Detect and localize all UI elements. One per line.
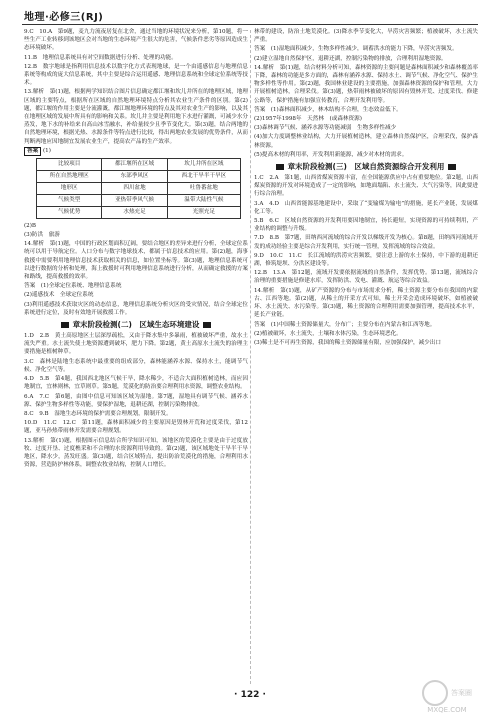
section-bar-icon bbox=[61, 322, 69, 328]
answer-paragraph: 1.C 2.A 第1题，山西省煤炭资源丰富，在全国能源供应中占有重要地位。第2题，山西煤炭资源的开发对环境造成了一定的影响，如地面塌陷、水土流失、大气污染等，因此要进行综合治理。 bbox=[254, 175, 478, 198]
watermark-text: 答案圈 bbox=[451, 689, 472, 697]
answer-paragraph: 7.D 8.B 第7题，田纳西河流域的综合开发以梯级开发为核心。第8题，田纳西河流域开发的成功经验主要是综合开发利用，实行统一管理，发挥流域的综合效益。 bbox=[254, 235, 478, 250]
answer-paragraph: 12.B 数字地球是指利用信息技术以数字化方式表现地球，是一个由遥感信息与地理信息系统等构成的庞大信息系统，其中主要是综合运用遥感、地理信息系统和全球定位系统等技术。 bbox=[24, 63, 248, 87]
table-cell: 亚热带季风气候 bbox=[102, 194, 167, 206]
table-cell: 气候类型 bbox=[37, 194, 102, 206]
answer-paragraph: (2)B bbox=[24, 222, 37, 229]
answer-paragraph: 答案 (1)全球定位系统、地理信息系统 bbox=[24, 283, 122, 290]
answer-paragraph: 3.C 森林是陆地生态系统中最重要的组成部分，森林能涵养水源、保持水土，能调节气候、净化空气等。 bbox=[24, 358, 248, 373]
answer-paragraph: 13.解析 第(1)题，根据图示信息结合所学知识可知，该地区的荒漠化主要是由于过度放牧、过度开垦、过度樵采和不合理的水资源利用导致的。第(2)题，该区域地处干旱半干旱地区，降水少，蒸发旺盛。第(3)题，结合区域特点，提出防治荒漠化的措施，合理利用水资源，营造防护林体系，调整农牧业结构，控制人口增长。 bbox=[24, 437, 248, 469]
answer-paragraph: (2)植被破坏，水土流失，土壤和水体污染，生态环境恶化。 bbox=[254, 330, 402, 337]
answer-paragraph: 答案 (1)湿地面积减少，生物多样性减少，调蓄洪水的能力下降，旱涝灾害频发。 bbox=[254, 46, 458, 53]
answer-paragraph: 14.解析 第(1)题，从矿产资源的分布与市场需求分析，稀土资源主要分布在我国的内蒙古、江西等地。第(2)题，从稀土的开采方式可知，稀土开采会造成环境破坏，如植被破坏、水土流失、水污染等。第(3)题，稀土资源的合理利用需要加强管理，提高技术水平，延长产业链。 bbox=[254, 287, 478, 319]
table-cell: 地形区 bbox=[37, 182, 102, 194]
watermark-logo bbox=[412, 680, 482, 714]
answer-paragraph: (3)森林调节气候、涵养水源等功能减弱 生物多样性减少 bbox=[254, 125, 397, 132]
watermark-ring-icon bbox=[422, 680, 448, 706]
table-row bbox=[37, 158, 241, 170]
answer-paragraph: 4.D 5.B 第4题，我国西北地区气候干旱，降水稀少，不适合大面积植树造林，而应因地制宜，宜林则林，宜草则草。第5题，荒漠化的防治要合理利用水资源，调整农业结构。 bbox=[24, 376, 248, 391]
answer-paragraph: (5)提高木材的利用率，开发利用新能源，减少对木材的需求。 bbox=[254, 151, 408, 158]
table-cell: 东部季风区 bbox=[102, 170, 167, 182]
section-title-text: 章末阶段检测(二) 区域生态环境建设 bbox=[72, 320, 200, 330]
answer-paragraph: (3)稀土是不可再生资源，我国的稀土资源储量有限，应加强保护，减少出口 bbox=[254, 339, 441, 346]
answer-paragraph: 6.A 7.C 第6题，由图中信息可知该区域为湿地。第7题，湿地具有调节气候、涵养水源、保护生物多样性等功能，要保护湿地，退耕还湖，控制污染物排放。 bbox=[24, 393, 248, 408]
table-cell: 水热充足 bbox=[102, 206, 167, 218]
answer-paragraph: (2)遥感技术 全球定位系统 bbox=[24, 292, 94, 299]
page-header: 地理·必修三(RJ) bbox=[24, 12, 104, 23]
answer-paragraph: (4)加大力度调整林业结构，大力开展植树造林，建立森林自然保护区，合理采伐，保护森林资源。 bbox=[254, 134, 478, 149]
answer-paragraph: (2)建立湿地自然保护区，退耕还湖，控制污染物的排放，合理利用湿地资源。 bbox=[254, 55, 447, 62]
answer-paragraph: (3)利用遥感技术获取灾区的动态信息，地理信息系统分析灾区的受灾情况，结合全球定位系统进行定位，及时有效地开展救援工作。 bbox=[24, 301, 248, 316]
answer-intro-text: (1) bbox=[42, 147, 51, 154]
table-cell: 四川盆地 bbox=[102, 182, 167, 194]
answer-paragraph: 11.B 地理信息系统具有对空间数据进行分析、处理的功能。 bbox=[24, 54, 177, 61]
table-cell: 光照充足 bbox=[167, 206, 240, 218]
answer-paragraph: 14.解析 第(1)题，中国的行政区划面积辽阔，要结合地区的差异来进行分析，全球定位系统可以用于导航定位。人口分布与数字地球技术，都属于信息技术的应用。第(2)题，海事救援中需要利用地理信息技术获取相关的信息，如位置坐标等。第(3)题，地理信息系统可以进行数据的分析和处理，海上救援时可利用地理信息系统进行分析，从而确定救援的方案和路线，提高救援的效率。 bbox=[24, 241, 248, 281]
table-cell: 比较项目 bbox=[37, 158, 102, 170]
answer-paragraph: 5.B 6.C 区域自然资源的开发利用要因地制宜，扬长避短，实现资源的可持续利用，产业结构的调整与升级。 bbox=[254, 218, 478, 233]
answer-paragraph: 3.A 4.D 山西省能源基地建设中，采取了“变输煤为输电”的措施，延长产业链，发展煤化工等。 bbox=[254, 200, 478, 215]
page-number: · 122 · bbox=[234, 690, 266, 700]
table-cell: 都江堰所在区域 bbox=[102, 158, 167, 170]
section-title-text: 章末阶段检测(三) 区域自然资源综合开发利用 bbox=[287, 162, 445, 172]
answer-paragraph: (2)1957年1998年 天然林 (或森林资源) bbox=[254, 116, 362, 123]
answer-paragraph: 9.D 10.C 11.C 长江流域的洪涝灾害频繁，要注意上游的水土保持，中下游的退耕还湖，修筑堤坝、分洪区建设等。 bbox=[254, 252, 478, 268]
table-cell: 西北干旱半干旱区 bbox=[167, 170, 240, 182]
answer-paragraph: 答案 (1)中国稀土资源储量大，分布广；主要分布在内蒙古和江西等地。 bbox=[254, 321, 436, 328]
answer-paragraph: 1.D 2.B 黄土高原地区土层深厚疏松，又由于降水集中多暴雨，植被破坏严重，故水土流失严重。水土流失使土地资源遭到破坏，肥力下降。第2题，黄土高原水土流失的治理主要措施是植树种草。 bbox=[24, 333, 248, 356]
section-bar-icon bbox=[203, 322, 211, 328]
answer-paragraph: (3)防洪 旅游 bbox=[24, 232, 60, 239]
answer-paragraph: 10.D 11.C 12.C 第11题，森林面积减少的主要原因是毁林开荒和过度采伐，第12题，亚马孙热带雨林开发需要合理规划。 bbox=[24, 420, 248, 435]
answer-paragraph: 9.C 10.A 第9题，麦九力流夜居复在北舍，通过当地的环境状况来分析，第10题，将一些生产工业转移到该地区会对当地的生态环境产生很大的危害，气候条件恶劣等原因造成生态环境破坏。 bbox=[24, 29, 248, 52]
table-cell: 吐鲁番盆地 bbox=[167, 182, 240, 194]
answer-paragraph: 答案 (1)森林面积减少，林木结构不合理，生态效益低下。 bbox=[254, 106, 402, 113]
watermark-subtext: MXQE.COM bbox=[427, 706, 467, 714]
section-title bbox=[24, 319, 248, 330]
comparison-table bbox=[36, 158, 241, 219]
answer-paragraph: 12.B 13.A 第12题，流域开发要依据流域的自然条件，发挥优势。第13题，流域综合治理的重要措施是修建水库，发挥防洪、发电、灌溉、航运等综合效益。 bbox=[254, 270, 478, 285]
answer-paragraph: 13.解析 第(1)题，根据两学知识结合图片信息确定都江堰和坎儿井所在的地理区域，地理区域的主要特点，根据所在区域的自然地理环境特点分析其农业生产条件的区别。第(2)题，都江堰的作用主要是分流灌溉，都江堰地理环境的特点及其对农业生产的影响，以及其在地理区域的发展中所具有的影响和关系。坎儿井主要是利用地下水进行灌溉，可减少水分蒸发，地下水的补给来自高山冰雪融水，补给量较少且季节变化大。第(3)题，结合两地的自然地理环境，根据光热、水源条件等特点进行比较，得出两地农业发展的优势条件，从而判断两地应因地制宜发展农业生产，提高农产品的生产效率。 bbox=[24, 89, 248, 145]
section-bar-icon bbox=[448, 164, 456, 170]
answer-paragraph: 14.解析 第(1)题，结合材料分析可知，森林资源的主要问题是森林面积减少和森林覆盖率下降，森林的功能是多方面的，森林有涵养水源、保持水土、调节气候、净化空气、保护生物多样性等作用。第(2)题，我国林业建设的主要措施，加强森林资源的保护和管理，大力开展植树造林，合理采伐。第(3)题，热带雨林被破坏的原因有毁林开荒、过度采伐、修建公路等，保护措施有加强宣传教育，合理开发利用等。 bbox=[254, 64, 478, 104]
table-cell: 温带大陆性气候 bbox=[167, 194, 240, 206]
answer-paragraph: 林带的建设，防治土地荒漠化。(3)降水季节变化大，旱涝灾害频繁；植被破坏，水土流失严重。 bbox=[254, 29, 478, 44]
table-row bbox=[37, 182, 241, 194]
left-column bbox=[24, 28, 248, 684]
section-bar-icon bbox=[276, 164, 284, 170]
answer-label: 答案 bbox=[24, 147, 41, 156]
table-row bbox=[37, 206, 241, 218]
table-cell: 气候优势 bbox=[37, 206, 102, 218]
table-row bbox=[37, 194, 241, 206]
table-cell: 坎儿井所在区域 bbox=[167, 158, 240, 170]
answer-paragraph: 8.C 9.B 湿地生态环境的保护需要合理规划，限制开发。 bbox=[24, 410, 172, 417]
header-rule bbox=[22, 24, 478, 25]
table-row bbox=[37, 170, 241, 182]
table-cell: 所在自然地理区 bbox=[37, 170, 102, 182]
section-title bbox=[254, 161, 478, 172]
answer-intro bbox=[24, 147, 248, 156]
column-divider bbox=[250, 30, 251, 684]
right-column bbox=[254, 28, 478, 684]
